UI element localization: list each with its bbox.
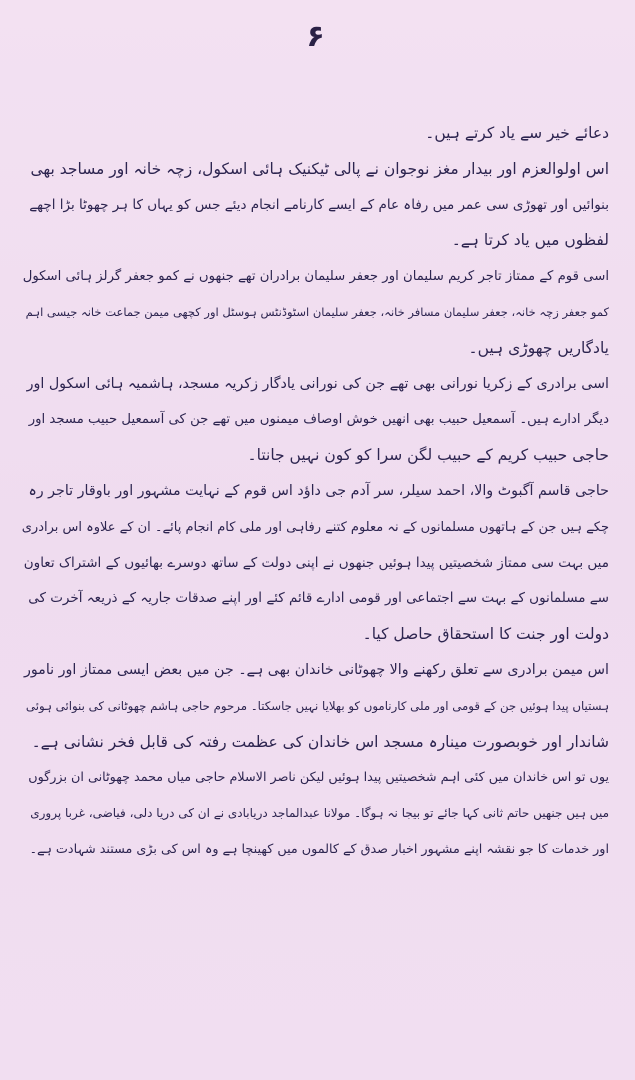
text-line: بنوائیں اور تھوڑی سی عمر میں رفاہ عام کے ایسے کارنامے انجام دیئے جس کو یہاں کا ہر چھوٹا بڑا اچھے (29, 196, 609, 213)
text-line: دعائے خیر سے یاد کرتے ہیں۔ (425, 124, 609, 142)
text-line: میں بہت سی ممتاز شخصیتیں پیدا ہوئیں جنھوں نے اپنی دولت کے ساتھ دوسرے بھائیوں کے اشتراک تعاون (23, 554, 609, 571)
text-line: یوں تو اس خاندان میں کئی اہم شخصیتیں پیدا ہوئیں لیکن ناصر الاسلام حاجی میاں محمد چھوٹانی ان بزرگوں (28, 770, 609, 786)
text-line: یادگاریں چھوڑی ہیں۔ (468, 338, 609, 357)
text-line: دولت اور جنت کا استحقاق حاصل کیا۔ (362, 625, 609, 644)
text-line: سے مسلمانوں کے بہت سے اجتماعی اور قومی ادارے قائم کئے اور اپنے صدقات جاریہ کے ذریعہ آخرت کی (28, 590, 609, 607)
page-number: ۶ (306, 19, 325, 54)
text-line: اس میمن برادری سے تعلق رکھنے والا چھوٹانی خاندان بھی ہے۔ جن میں بعض ایسی ممتاز اور نامور (23, 661, 609, 678)
text-line: دیگر ادارے ہیں۔ آسمعیل حبیب بھی انھیں خوش اوصاف میمنوں میں تھے جن کی آسمعیل حبیب مسجد اور (28, 412, 609, 428)
text-line: اسی قوم کے ممتاز تاجر کریم سلیمان اور جعفر سلیمان برادران تھے جنھوں نے کمو جعفر گرلز ہائی اسکول (22, 269, 609, 285)
text-line: شاندار اور خوبصورت مینارہ مسجد اس خاندان کی عظمت رفتہ کی قابل فخر نشانی ہے۔ (31, 732, 609, 751)
text-line: اور خدمات کا جو نقشہ اپنے مشہور اخبار صدق کے کالموں میں کھینچا ہے وہ اس کی بڑی مستند شہادت ہے۔ (29, 841, 609, 857)
text-line: چکے ہیں جن کے ہاتھوں مسلمانوں کے نہ معلوم کتنے رفاہی اور ملی کام انجام پائے۔ ان کے علاوہ اس برادری (21, 519, 609, 535)
text-line: اس اولوالعزم اور بیدار مغز نوجوان نے پالی ٹیکنیک ہائی اسکول، زچہ خانہ اور مساجد بھی (30, 159, 609, 178)
text-line: میں ہیں جنھیں حاتم ثانی کہا جائے تو بیجا نہ ہوگا۔ مولانا عبدالماجد دریابادی نے ان کی دریا دلی، فیاضی، غربا پروری (30, 806, 609, 821)
text-line: حاجی حبیب کریم کے حبیب لگن سرا کو کون نہیں جانتا۔ (247, 446, 609, 465)
urdu-body-text (22, 116, 609, 868)
text-line: لفظوں میں یاد کرتا ہے۔ (451, 231, 609, 250)
text-line: ہستیاں پیدا ہوئیں جن کے قومی اور ملی کارناموں کو بھلایا نہیں جاسکتا۔ مرحوم حاجی ہاشم چھوٹانی کی بنوائی ہوئی (25, 698, 609, 713)
text-line: کمو جعفر زچہ خانہ، جعفر سلیمان مسافر خانہ، جعفر سلیمان اسٹوڈنٹس ہوسٹل اور کچھی میمن جماعت خانہ جیسی اہم (25, 304, 609, 319)
text-line: حاجی قاسم آگبوٹ والا، احمد سیلر، سر آدم جی داؤد اس قوم کے نہایت مشہور اور باوقار تاجر رہ (28, 482, 609, 499)
text-line: اسی برادری کے زکریا نورانی بھی تھے جن کی نورانی یادگار زکریہ مسجد، ہاشمیہ ہائی اسکول اور (26, 375, 609, 392)
